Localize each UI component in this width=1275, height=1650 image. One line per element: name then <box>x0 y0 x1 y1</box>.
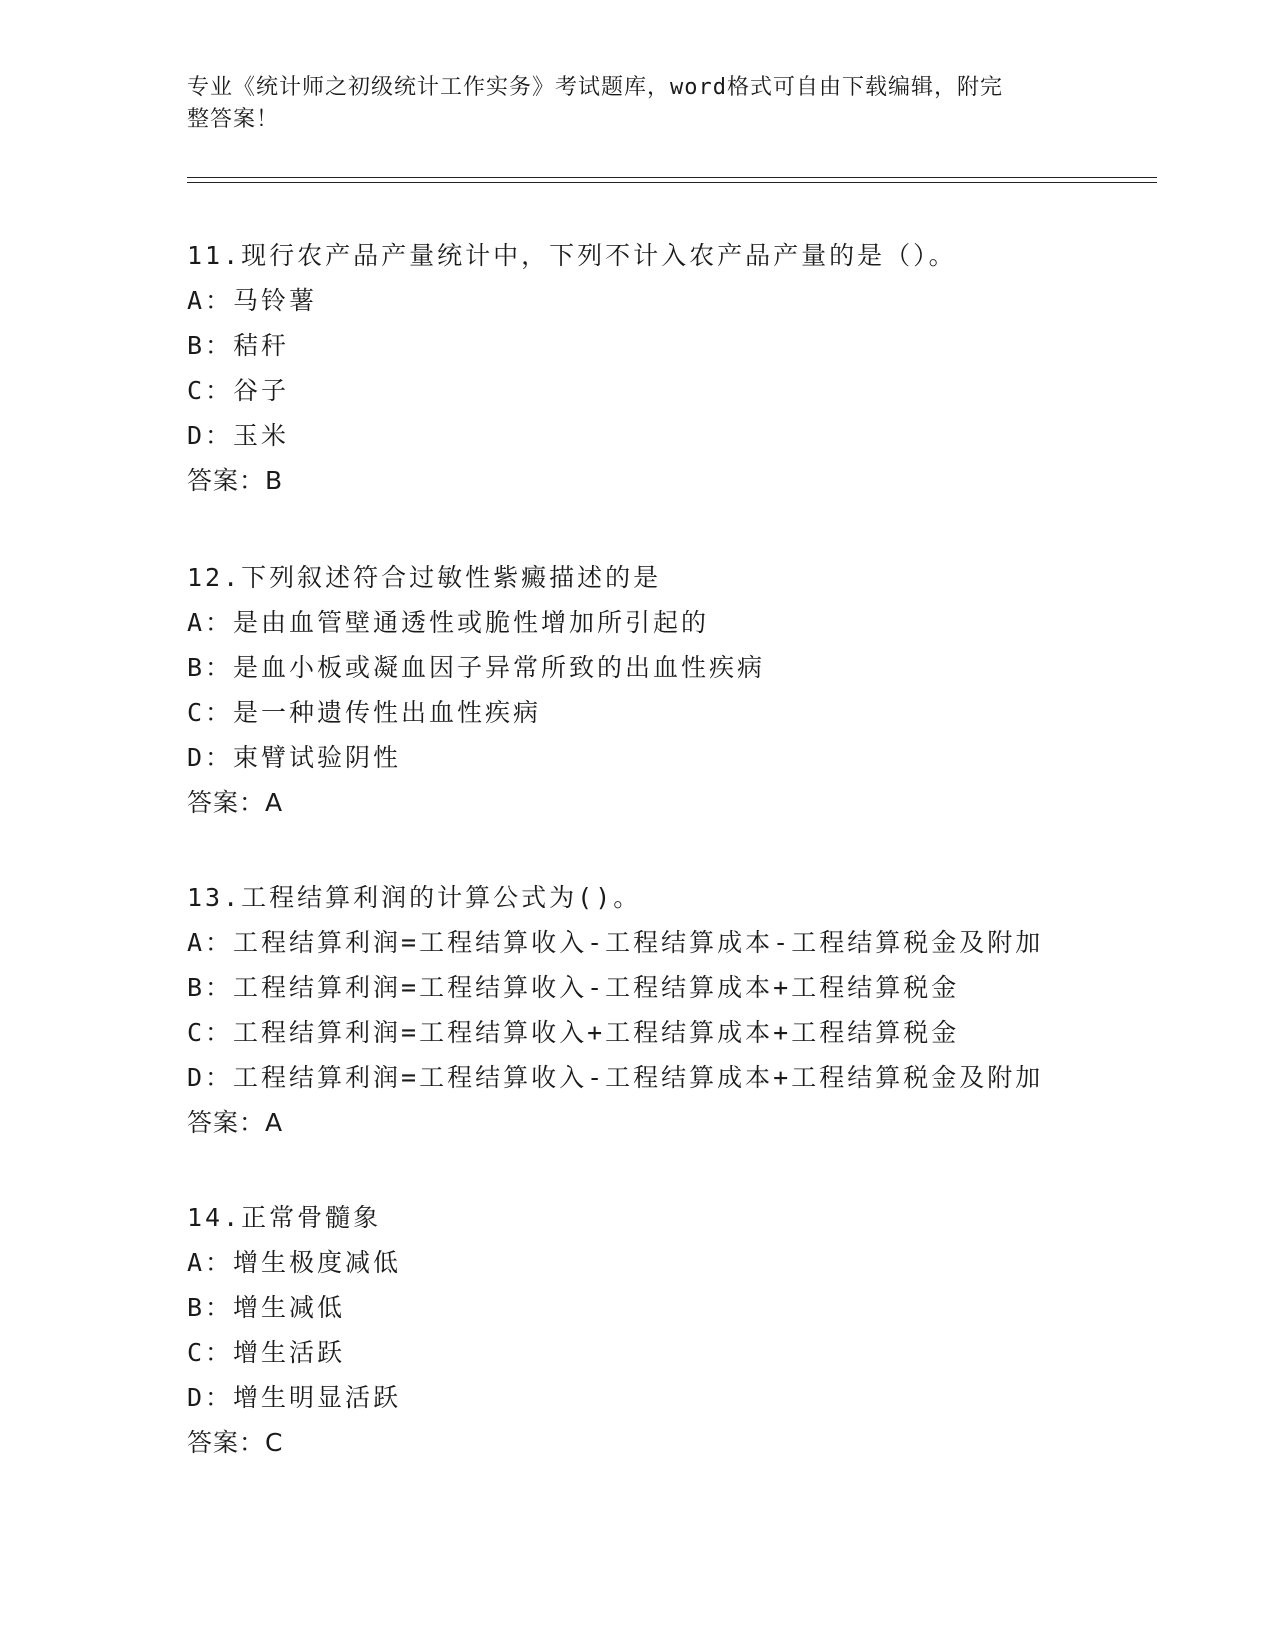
option-b: B：工程结算利润=工程结算收入-工程结算成本+工程结算税金 <box>187 973 960 1002</box>
question-13 <box>187 875 1167 1145</box>
option-d: D：玉米 <box>187 421 290 450</box>
option-a: A：马铃薯 <box>187 286 318 315</box>
header-line-1: 专业《统计师之初级统计工作实务》考试题库，word格式可自由下载编辑，附完 <box>187 75 1003 100</box>
option-d: D：增生明显活跃 <box>187 1383 402 1412</box>
option-a: A：工程结算利润=工程结算收入-工程结算成本-工程结算税金及附加 <box>187 928 1044 957</box>
question-12 <box>187 555 1167 825</box>
option-c: C：谷子 <box>187 376 290 405</box>
option-d: D：工程结算利润=工程结算收入-工程结算成本+工程结算税金及附加 <box>187 1063 1044 1092</box>
option-c: C：增生活跃 <box>187 1338 346 1367</box>
answer-line: 答案：A <box>187 788 284 817</box>
question-stem: 11.现行农产品产量统计中，下列不计入农产品产量的是（）。 <box>187 241 957 270</box>
question-14 <box>187 1195 1167 1465</box>
answer-line: 答案：C <box>187 1428 284 1457</box>
option-b: B：是血小板或凝血因子异常所致的出血性疾病 <box>187 653 766 682</box>
option-b: B：增生减低 <box>187 1293 346 1322</box>
option-a: A：增生极度减低 <box>187 1248 402 1277</box>
question-stem: 14.正常骨髓象 <box>187 1203 382 1232</box>
answer-line: 答案：A <box>187 1108 284 1137</box>
question-stem: 12.下列叙述符合过敏性紫癜描述的是 <box>187 563 662 592</box>
option-b: B：秸秆 <box>187 331 290 360</box>
option-d: D：束臂试验阴性 <box>187 743 402 772</box>
header-divider-bottom <box>187 182 1157 183</box>
answer-line: 答案：B <box>187 466 284 495</box>
document-header <box>187 72 1067 136</box>
option-a: A：是由血管壁通透性或脆性增加所引起的 <box>187 608 710 637</box>
question-stem: 13.工程结算利润的计算公式为()。 <box>187 883 642 912</box>
question-11 <box>187 233 1167 503</box>
option-c: C：工程结算利润=工程结算收入+工程结算成本+工程结算税金 <box>187 1018 960 1047</box>
header-divider-top <box>187 177 1157 178</box>
header-line-2: 整答案！ <box>187 107 280 132</box>
option-c: C：是一种遗传性出血性疾病 <box>187 698 542 727</box>
